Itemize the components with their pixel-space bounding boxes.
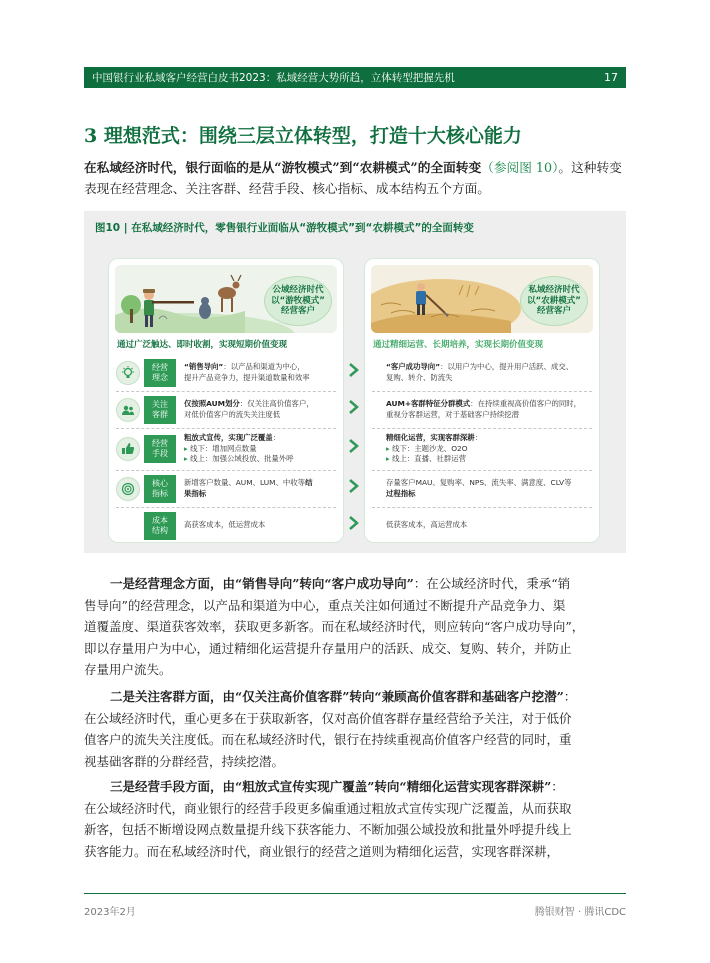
intro-paragraph [84,157,626,199]
row-line: ：以用户为中心，提升用户活跃、成交、 [440,362,574,371]
paragraph-line: ： [563,689,577,704]
figure-10 [84,211,626,553]
row-text [176,478,336,499]
divider [372,470,592,471]
paragraph-line: 视基础客群的分群经营，持续挖潜。 [84,753,285,769]
row-text [372,478,592,499]
row-line: ：以产品和渠道为中心， [223,362,305,371]
divider [372,507,592,508]
bubble-line: 经营客户 [536,306,571,317]
private-domain-card [364,258,600,543]
figure-caption: 图10 | 在私域经济时代，零售银行业面临从“游牧模式”到“农耕模式”的全面转变 [95,222,474,234]
paragraph-bold: 三是经营手段方面，由“粗放式宣传实现广覆盖”转向“精细化运营实现客群深耕” [110,779,552,794]
public-domain-card [108,258,344,543]
bullet-icon: ▸ [184,454,191,464]
row-line: 线下：增加网点数量 [190,443,257,453]
divider [372,428,592,429]
row-line: 线上：直播、社群运营 [392,454,466,464]
hunting-illustration [115,265,337,333]
row-core-metrics [116,472,336,505]
row-line: ： [474,433,483,443]
section-title: 3 理想范式：围绕三层立体转型，打造十大核心能力 [84,125,522,147]
row-text [372,399,592,420]
chevron-right-icon [348,516,360,530]
row-line: 低获客成本，高运营成本 [386,520,468,530]
header-title: 中国银行业私域客户经营白皮书2023：私域经营大势所趋，立体转型把握先机 [92,72,455,84]
tag-line: 经营 [152,362,168,372]
divider [372,391,592,392]
page-number: 17 [604,71,618,84]
bubble-line: 私域经济时代 [528,285,580,296]
row-bold: 结 [305,478,313,487]
bubble-line: 以“农耕模式” [527,295,581,306]
row-text [176,520,336,531]
bubble-line: 公域经济时代 [272,285,324,296]
row-line: 重视分客群运营，对于基础客户持续挖潜 [386,409,520,419]
people-icon [116,398,140,422]
chevron-right-icon [348,439,360,453]
row-bold: “销售导向” [184,362,224,371]
tag-line: 成本 [152,515,168,525]
row-bold: 过程指标 [386,488,416,498]
row-operating-methods-private [372,430,592,468]
tag-line: 核心 [152,478,168,488]
public-card-subtitle: 通过广泛触达、即时收割，实现短期价值变现 [117,340,288,350]
intro-bold: 在私域经济时代，银行面临的是从“游牧模式”到“农耕模式”的全面转变 [84,160,482,175]
row-core-metrics-private [372,472,592,505]
bullet-icon: ▸ [386,443,393,453]
paragraph-operating-philosophy [84,573,630,681]
target-icon [116,477,140,501]
figure-reference-link[interactable]: （参阅图 10） [481,160,559,175]
tag-line: 手段 [152,449,168,458]
private-era-bubble [520,276,588,326]
footer-organization: 腾银财智 · 腾讯CDC [534,907,626,918]
chevron-right-icon [348,363,360,377]
row-line: ：在持续重视高价值客户的同时， [470,399,582,408]
paragraph-line: 获客能力。而在私域经济时代，商业银行的经营之道则为精细化运营，实现客群深耕， [84,843,560,859]
paragraph-line: 售导向”的经营理念，以产品和渠道为中心，重点关注如何通过不断提升产品竞争力、渠 [84,597,566,613]
paragraph-line: 在公域经济时代，重心更多在于获取新客，仅对高价值客群存量经营给予关注，对于低价 [84,710,572,726]
tag-cost-structure [144,512,176,540]
paragraph-operating-methods [84,776,630,862]
paragraph-bold: 二是关注客群方面，由“仅关注高价值客群”转向“兼顾高价值客群和基础客户挖潜” [110,689,564,704]
row-line: 新增客户数量、AUM、LUM、中收等 [184,478,306,487]
paragraph-line: 即以存量用户为中心，通过精细化运营提升存量用户的活跃、成交、复购、转介，并防止 [84,640,572,656]
footer-date: 2023年2月 [84,907,136,918]
divider [116,507,336,508]
row-bold: 精细化运营，实现客群深耕 [386,433,475,443]
tag-line: 客群 [152,409,168,419]
row-operating-philosophy-private [372,356,592,389]
intro-rest: 。这种转变表现在经营理念、关注客群、经营手段、核心指标、成本结构五个方面。 [84,160,622,196]
row-line: ： [272,433,281,443]
divider [116,428,336,429]
row-bold: 果指标 [184,488,207,498]
lightbulb-icon [116,361,140,385]
thumbs-up-icon [116,437,140,461]
row-bold: AUM+客群特征分群模式 [386,399,471,408]
row-target-customers [116,393,336,426]
row-operating-philosophy [116,356,336,389]
paragraph-line: 值客户的流失关注度低。而在私域经济时代，银行在持续重视高价值客户经营的同时，重 [84,732,572,747]
paragraph-line: 道覆盖度、渠道获客效率，获取更多新客。而在私域经济时代，则应转向“客户成功导向”， [84,619,585,634]
row-bold: 粗放式宣传，实现广泛覆盖 [184,433,273,443]
footer-divider [84,893,626,894]
row-line: 提升产品竞争力，提升渠道数量和效率 [184,372,310,382]
row-cost-structure-private [372,509,592,542]
paragraph-target-customers [84,686,630,772]
tag-line: 结构 [152,525,168,535]
row-line: 对低价值客户的流失关注度低 [184,409,281,419]
divider [116,391,336,392]
paragraph-line: ： [551,779,564,794]
tag-line: 关注 [152,399,168,409]
row-bold: 仅按照AUM划分 [184,399,240,408]
row-bold: “客户成功导向” [386,362,441,371]
paragraph-line: ：在公域经济时代，秉承“销 [413,576,571,591]
tag-line: 理念 [152,372,168,382]
tag-line: 经营 [152,439,168,448]
row-line: 线下：主题沙龙、O2O [392,443,468,453]
bullet-icon: ▸ [386,454,393,464]
paragraph-bold: 一是经营理念方面，由“销售导向”转向“客户成功导向” [110,576,414,591]
farming-illustration [371,265,593,333]
paragraph-line: 存量用户流失。 [84,662,172,677]
tag-core-metrics [144,475,176,503]
row-operating-methods [116,430,336,468]
header-bar [84,67,626,88]
row-text [372,433,592,465]
row-text [372,362,592,383]
row-text [372,520,592,531]
private-card-subtitle: 通过精细运营、长期培养，实现长期价值变现 [373,340,544,350]
row-text [176,433,336,465]
chevron-right-icon [348,479,360,493]
tag-line: 指标 [152,488,168,498]
row-line: 存量客户MAU、复购率、NPS、流失率、满意度、CLV等 [386,478,572,487]
row-line: 线上：加强公域投放、批量外呼 [190,454,294,464]
row-target-customers-private [372,393,592,426]
paragraph-line: 在公域经济时代，商业银行的经营手段更多偏重通过粗放式宣传实现广泛覆盖，从而获取 [84,800,572,816]
divider [116,470,336,471]
row-text [176,399,336,420]
row-line: 复购、转介、防流失 [386,372,453,382]
row-text [176,362,336,383]
public-era-bubble [264,276,332,326]
chevron-right-icon [348,400,360,414]
bubble-line: 经营客户 [280,306,315,317]
bullet-icon: ▸ [184,443,191,453]
tag-operating-methods [144,435,176,463]
row-line: ：仅关注高价值客户， [239,399,314,408]
tag-operating-philosophy [144,359,176,387]
tag-target-customers [144,396,176,424]
row-cost-structure [116,509,336,542]
bubble-line: 以“游牧模式” [271,295,325,306]
paragraph-line: 新客，包括不断增设网点数量提升线下获客能力、不断加强公域投放和批量外呼提升线上 [84,822,572,837]
row-line: 高获客成本，低运营成本 [184,520,266,530]
